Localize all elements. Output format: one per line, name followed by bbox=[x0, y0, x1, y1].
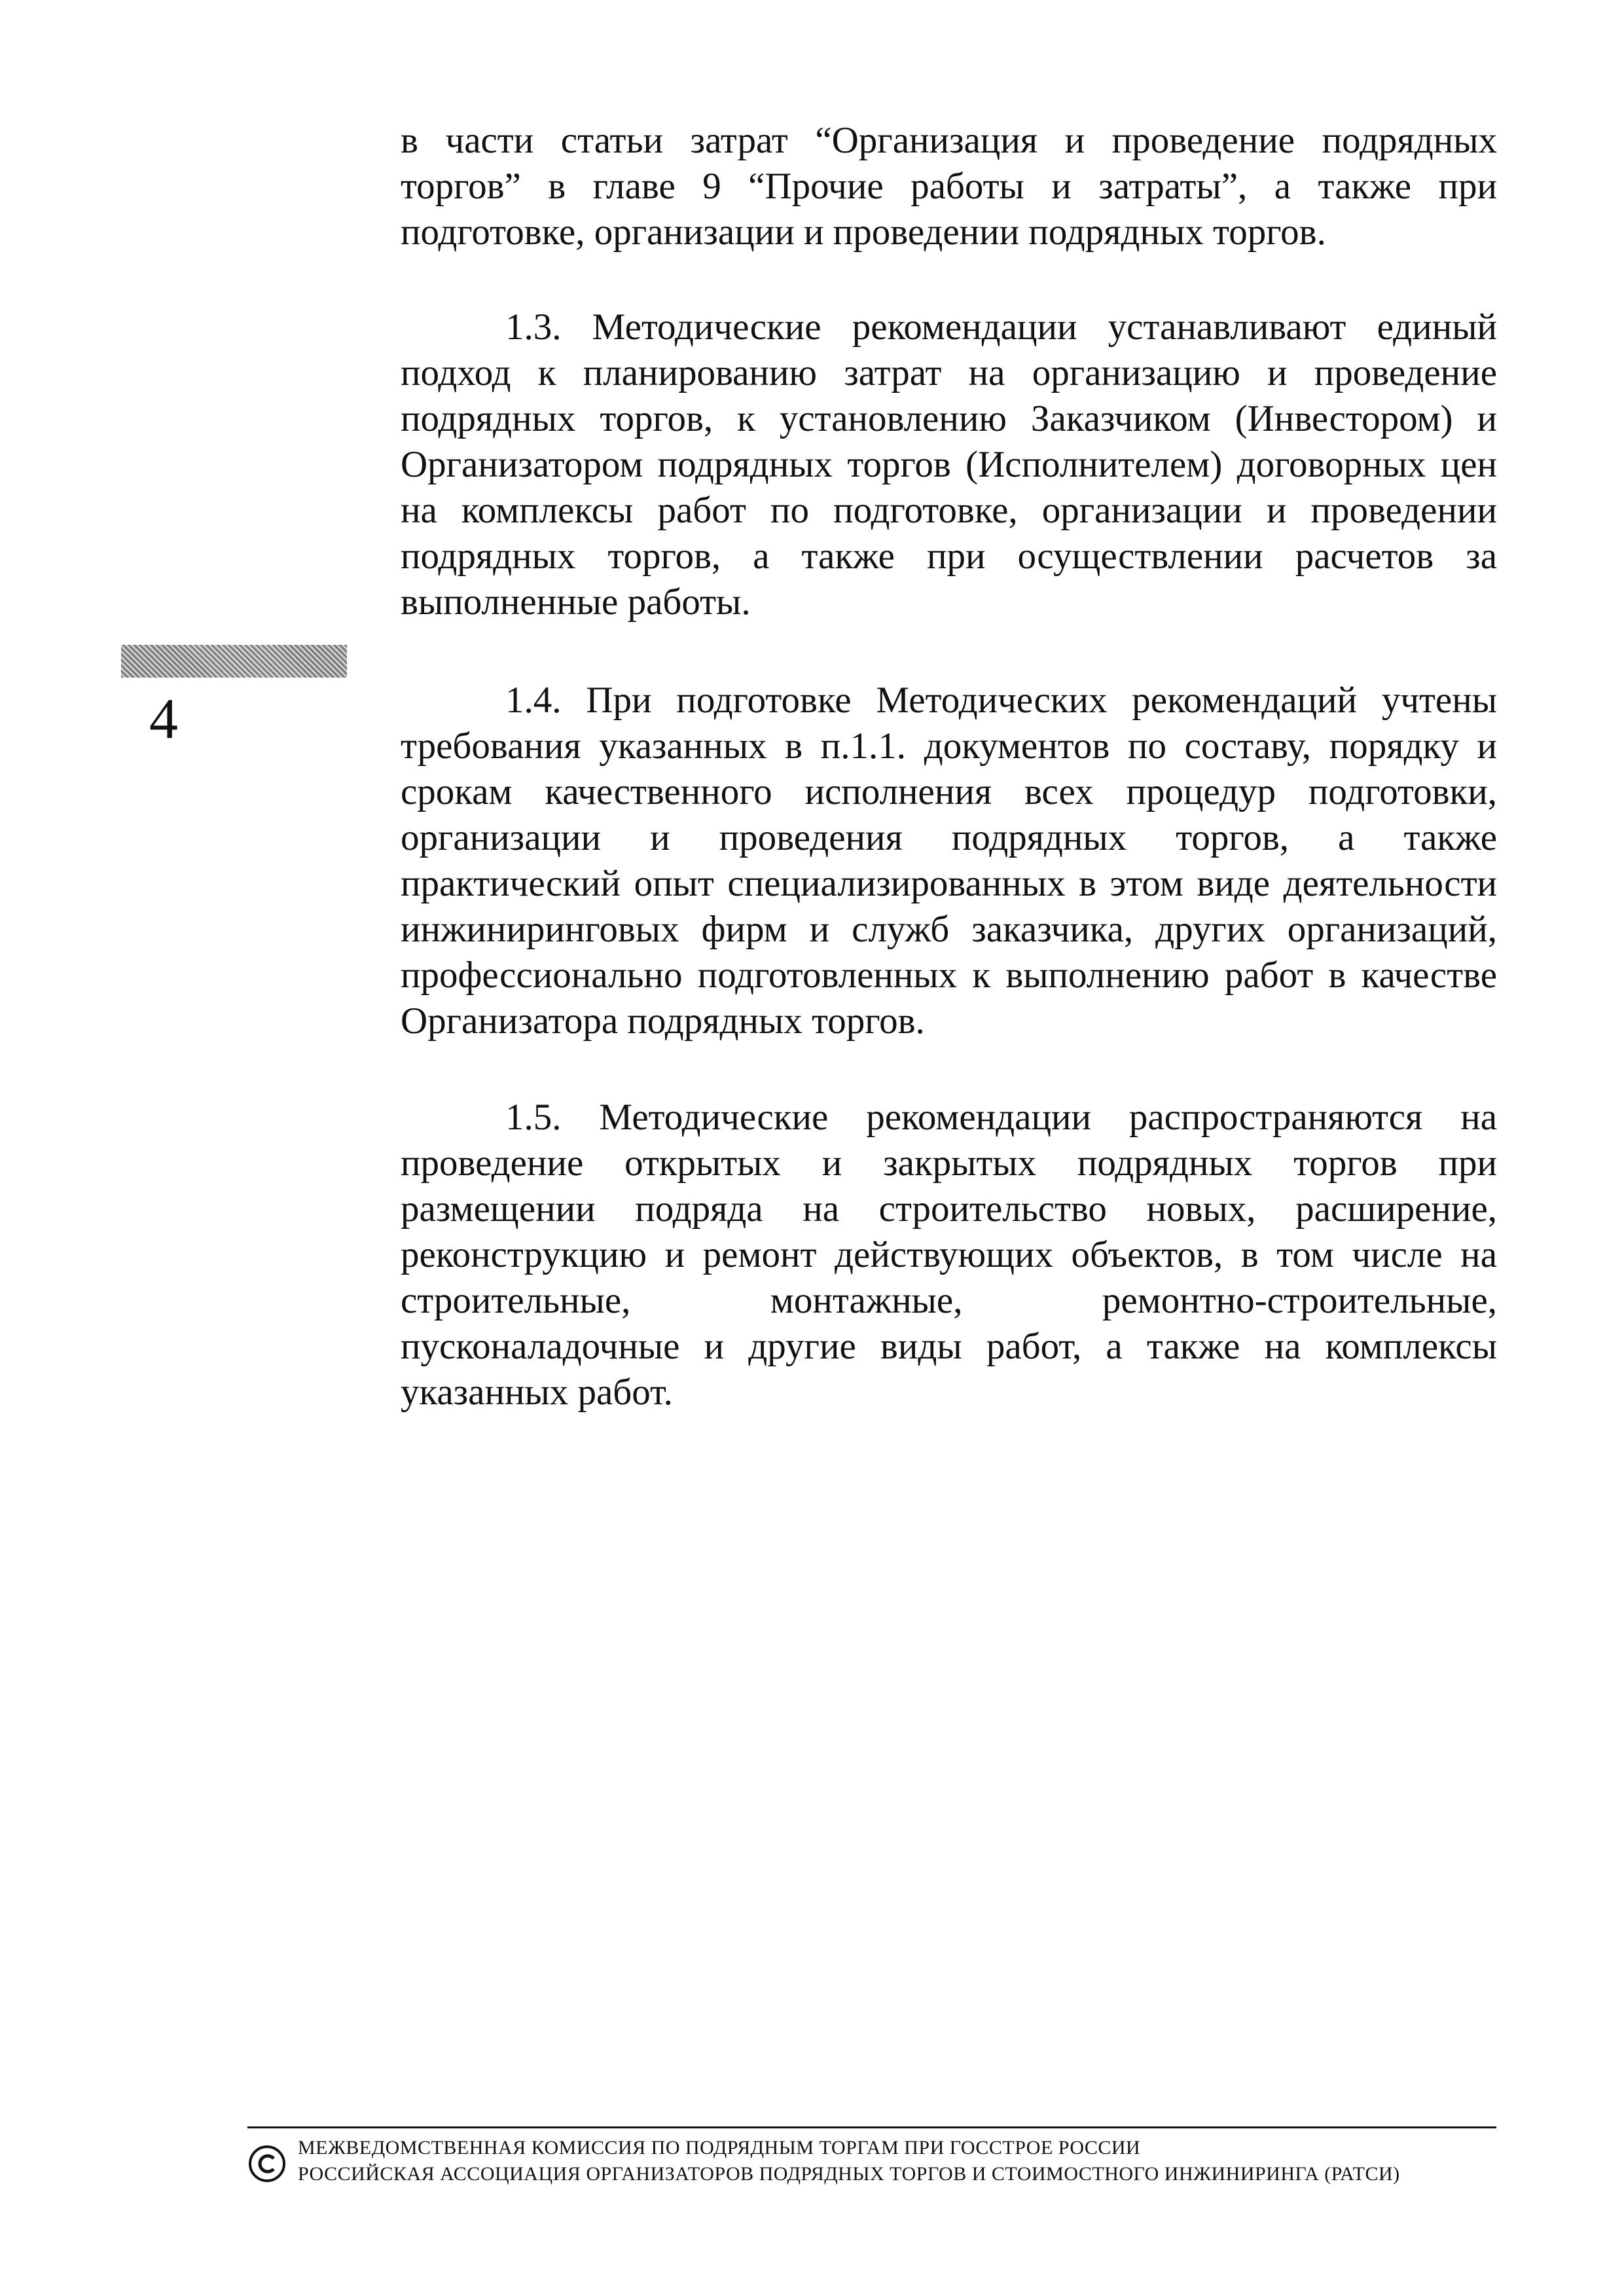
text-line: реконструкцию и ремонт действующих объектов, в том числе на bbox=[401, 1234, 1497, 1275]
text-line: пусконаладочные и другие виды работ, а также на комплексы bbox=[401, 1326, 1497, 1367]
text-line: инжиниринговых фирм и служб заказчика, других организаций, bbox=[401, 909, 1497, 950]
text-line: подход к планированию затрат на организацию и проведение bbox=[401, 352, 1497, 393]
text-line: в части статьи затрат “Организация и проведение подрядных bbox=[401, 120, 1497, 161]
text-line: на комплексы работ по подготовке, организации и проведении bbox=[401, 490, 1497, 531]
text-line: срокам качественного исполнения всех процедур подготовки, bbox=[401, 771, 1497, 812]
text-line: организации и проведения подрядных торгов, а также bbox=[401, 817, 1497, 858]
copyright-icon bbox=[247, 2144, 287, 2183]
text-line: проведение открытых и закрытых подрядных торгов при bbox=[401, 1142, 1497, 1184]
text-line: размещении подряда на строительство новых, расширение, bbox=[401, 1188, 1497, 1230]
text-line: подготовке, организации и проведении подрядных торгов. bbox=[401, 211, 1326, 253]
footer-line-commission: МЕЖВЕДОМСТВЕННАЯ КОМИССИЯ ПО ПОДРЯДНЫМ ТОРГАМ ПРИ ГОССТРОЕ РОССИИ bbox=[298, 2137, 1141, 2159]
footer-line-association: РОССИЙСКАЯ АССОЦИАЦИЯ ОРГАНИЗАТОРОВ ПОДРЯДНЫХ ТОРГОВ И СТОИМОСТНОГО ИНЖИНИРИНГА (РАТСИ) bbox=[298, 2163, 1400, 2185]
paragraph-intro bbox=[401, 118, 1497, 255]
page-number: 4 bbox=[149, 687, 178, 751]
text-line: подрядных торгов, к установлению Заказчиком (Инвестором) и bbox=[401, 398, 1497, 439]
text-line: выполненные работы. bbox=[401, 581, 751, 623]
text-line: профессионально подготовленных к выполнению работ в качестве bbox=[401, 955, 1497, 996]
text-line: 1.4. При подготовке Методических рекомендаций учтены bbox=[505, 680, 1497, 721]
paragraph-1-4 bbox=[401, 678, 1497, 1044]
text-line: требования указанных в п.1.1. документов по составу, порядку и bbox=[401, 725, 1497, 767]
text-line: Организатором подрядных торгов (Исполнителем) договорных цен bbox=[401, 444, 1497, 485]
text-line: торгов” в главе 9 “Прочие работы и затраты”, а также при bbox=[401, 166, 1497, 207]
text-line: указанных работ. bbox=[401, 1372, 673, 1413]
text-line: практический опыт специализированных в этом виде деятельности bbox=[401, 863, 1497, 904]
text-line: 1.5. Методические рекомендации распространяются на bbox=[505, 1097, 1497, 1138]
margin-marker-bar bbox=[121, 645, 347, 678]
paragraph-1-3 bbox=[401, 304, 1497, 625]
paragraph-1-5 bbox=[401, 1095, 1497, 1415]
text-line: Организатора подрядных торгов. bbox=[401, 1000, 925, 1042]
text-line: строительные, монтажные, ремонтно-строительные, bbox=[401, 1280, 1497, 1321]
footer-divider bbox=[247, 2126, 1496, 2128]
text-line: 1.3. Методические рекомендации устанавливают единый bbox=[505, 306, 1497, 348]
text-line: подрядных торгов, а также при осуществлении расчетов за bbox=[401, 536, 1497, 577]
